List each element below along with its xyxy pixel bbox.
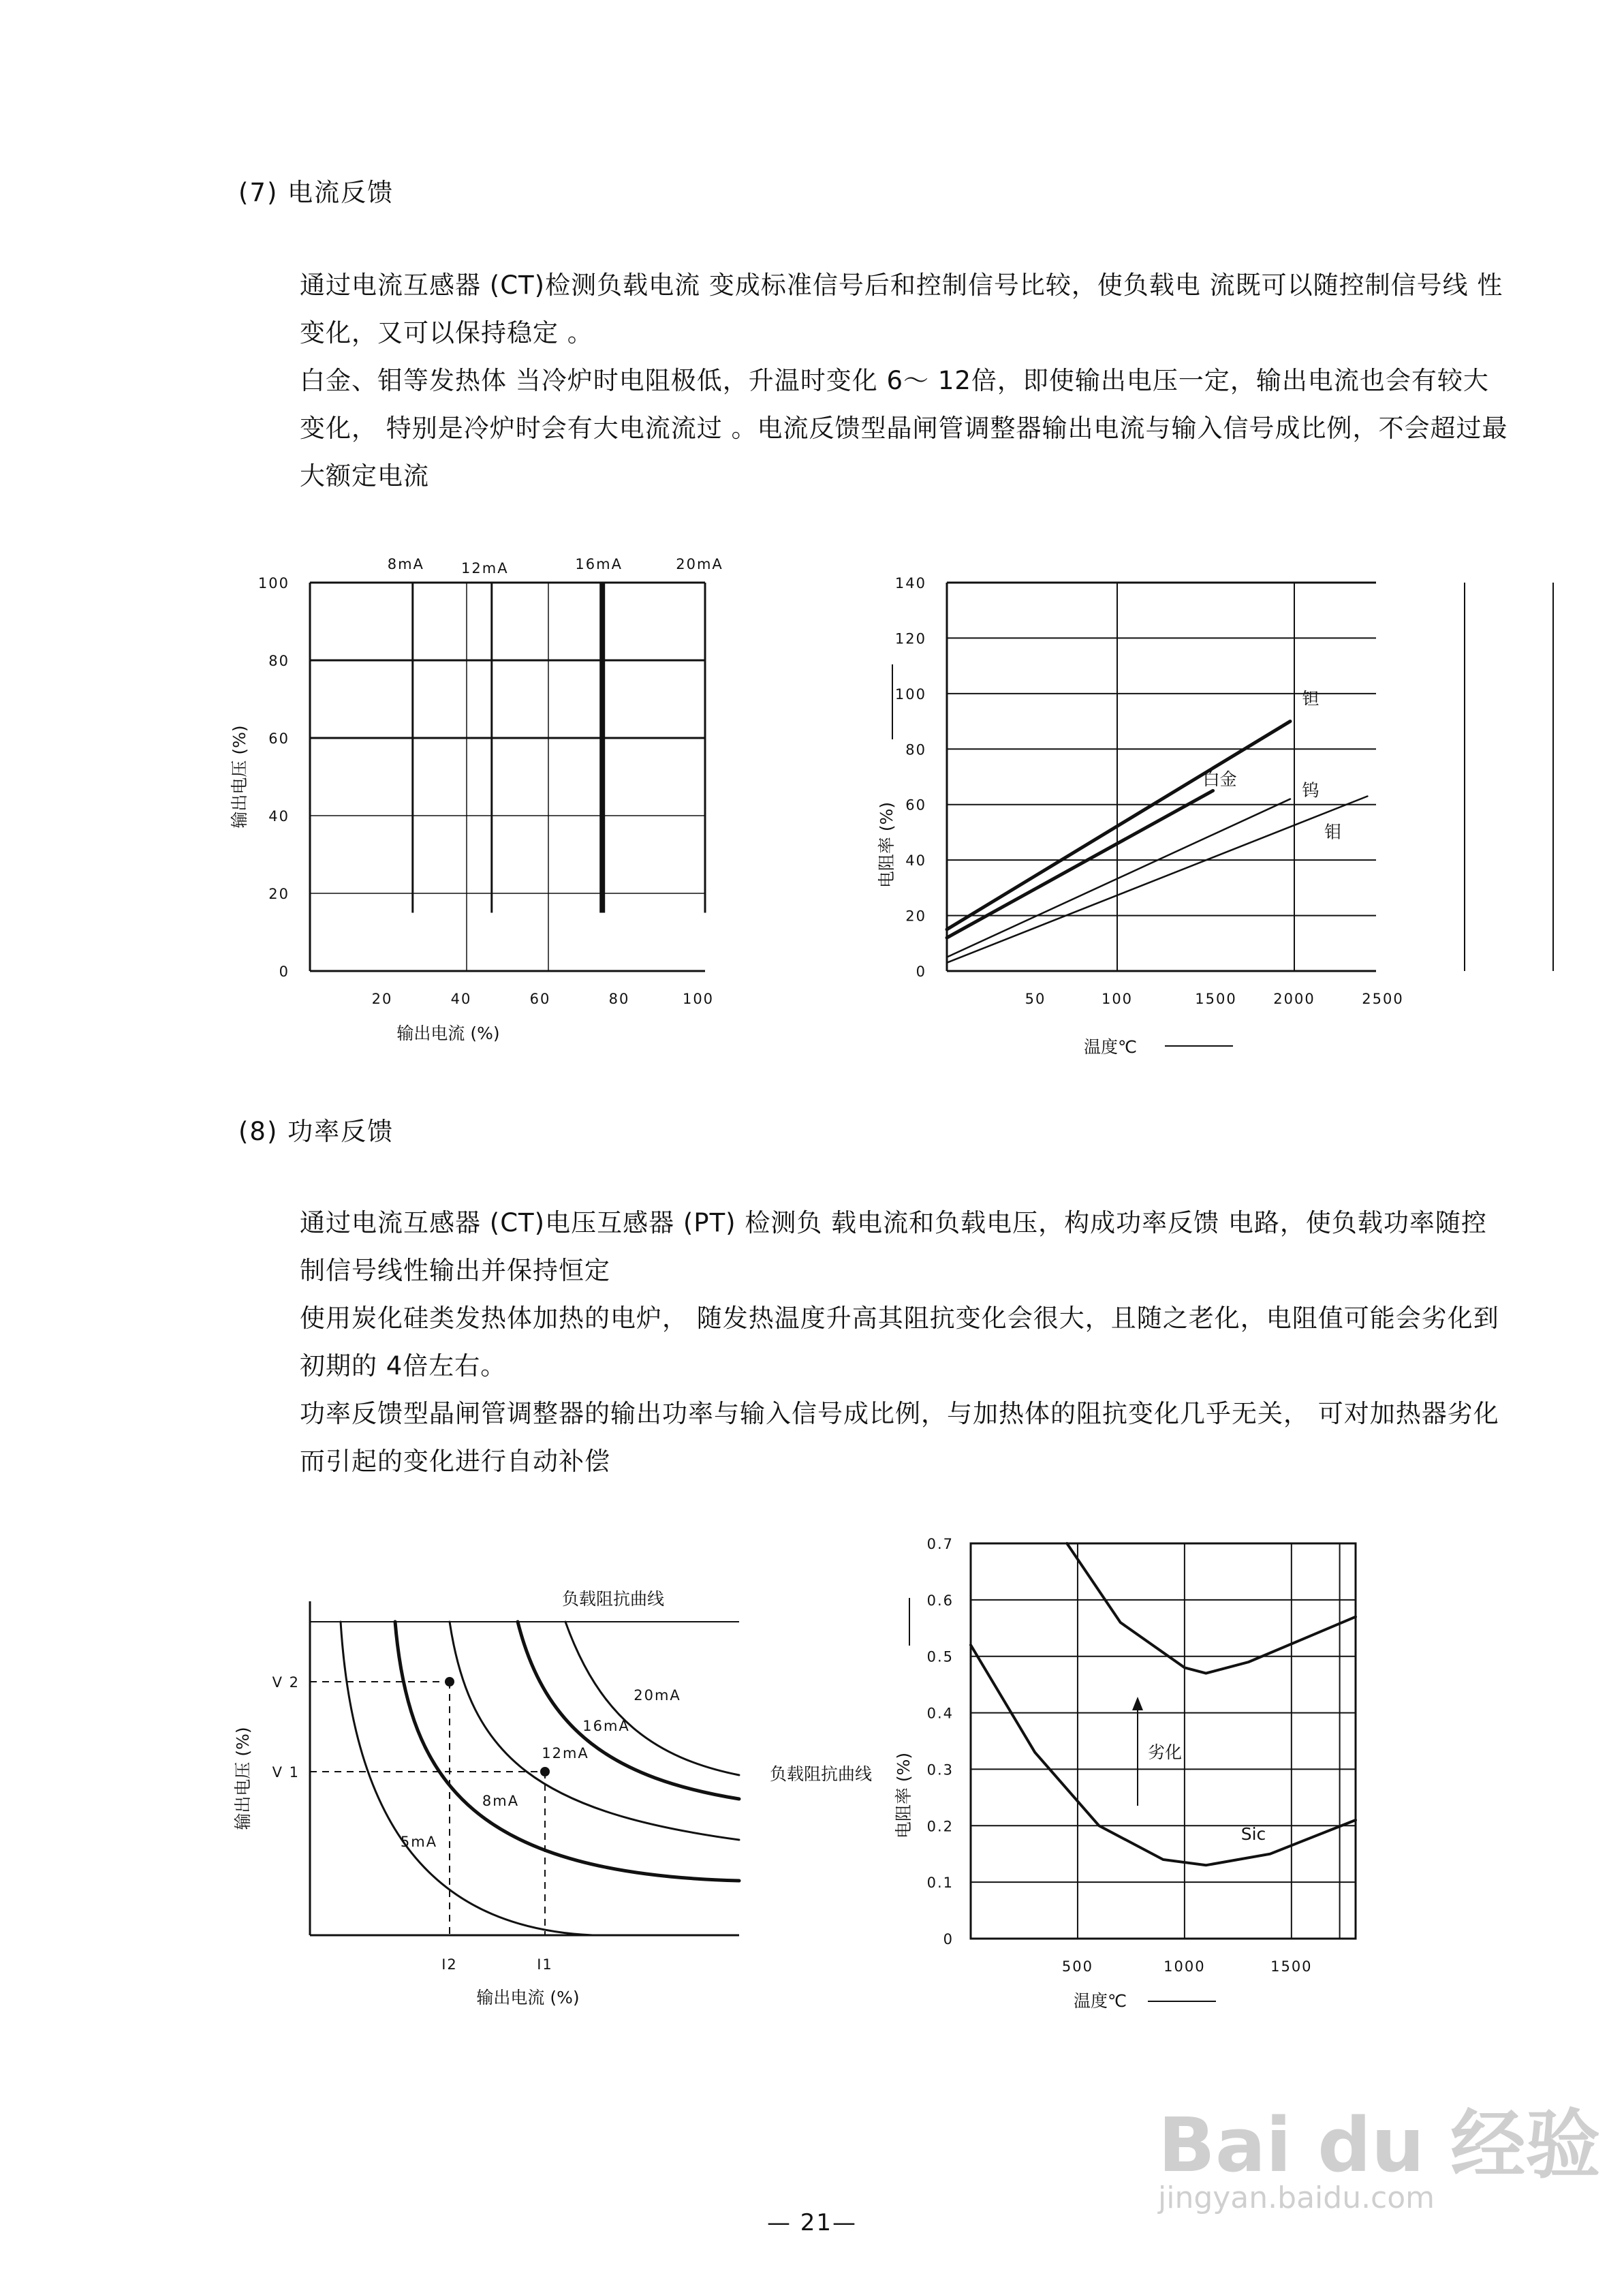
chart3-series-label: 12mA: [542, 1745, 589, 1761]
chart3-title: 负载阻抗曲线: [561, 1589, 665, 1609]
section-8-paragraph-3: 功率反馈型晶闸管调整器的输出功率与输入信号成比例，与加热体的阻抗变化几乎无关， 可对加热器劣化而引起的变化进行自动补偿: [300, 1399, 1499, 1476]
chart3-operating-point: [540, 1767, 550, 1776]
chart3-annotation: 负载阻抗曲线: [769, 1764, 873, 1784]
chart2-series-label: 白金: [1202, 769, 1237, 790]
section-7-paragraph-2: 白金、钼等发热体 当冷炉时电阻极低，升温时变化 6～ 12倍，即使输出电压一定，输出电流也会有较大变化， 特别是冷炉时会有大电流流过 。电流反馈型晶闸管调整器输出电流与输入信号成比例，不会超过最大额定电流: [300, 366, 1508, 491]
chart4-y-tick: 0.1: [926, 1875, 954, 1892]
chart1-y-tick: 60: [268, 730, 290, 747]
chart1-series-label: 12mA: [461, 560, 509, 576]
chart1-series-label: 20mA: [676, 556, 723, 572]
chart2-y-tick: 120: [894, 630, 926, 647]
chart4-y-tick: 0.5: [926, 1648, 954, 1665]
chart1-x-tick: 60: [529, 991, 551, 1007]
chart3-operating-point: [445, 1677, 454, 1686]
chart3-x-tick: I1: [537, 1956, 553, 1973]
chart3-series-label: 8mA: [482, 1793, 520, 1809]
chart2-y-tick: 140: [894, 575, 926, 591]
chart4-x-tick: 500: [1061, 1958, 1093, 1975]
chart2-series-line: [947, 722, 1290, 929]
chart3-series-label: 16mA: [582, 1718, 630, 1734]
chart1-x-tick: 40: [450, 991, 472, 1007]
chart2-y-tick: 20: [905, 908, 926, 925]
chart3-series-curve: [518, 1622, 739, 1799]
chart4-x-tick: 1500: [1270, 1958, 1313, 1975]
chart1-y-label: 输出电压 (%): [230, 725, 249, 829]
chart3-series-label: 20mA: [634, 1687, 681, 1704]
chart4-y-tick: 0: [943, 1931, 954, 1947]
section-7-heading: (7) 电流反馈: [238, 178, 394, 207]
page-number: — 21—: [766, 2209, 858, 2236]
chart3-series-label: 5mA: [400, 1834, 438, 1850]
chart3-x-label: 输出电流 (%): [476, 1988, 580, 2007]
chart2-x-tick: 2000: [1273, 991, 1315, 1007]
chart2-series-label: 钼: [1324, 822, 1342, 842]
chart4-x-tick: 1000: [1164, 1958, 1206, 1975]
section-8-heading: (8) 功率反馈: [238, 1117, 394, 1146]
chart2-y-tick: 40: [905, 852, 926, 869]
chart4-y-tick: 0.2: [926, 1818, 954, 1835]
watermark-url: jingyan.baidu.com: [1158, 2181, 1435, 2215]
chart3-x-tick: I2: [441, 1956, 458, 1973]
chart2-x-tick: 100: [1101, 991, 1134, 1007]
chart2-x-tick: 2500: [1362, 991, 1404, 1007]
chart2-y-tick: 80: [905, 741, 926, 758]
chart3-y-label: 输出电压 (%): [233, 1727, 253, 1830]
chart4-y-tick: 0.3: [926, 1761, 954, 1778]
chart2-y-tick: 60: [905, 797, 926, 814]
chart1-y-tick: 80: [268, 653, 290, 669]
chart3-y-tick: V 2: [272, 1674, 300, 1691]
chart4-series-line: [1067, 1543, 1356, 1674]
chart1-x-tick: 20: [371, 991, 393, 1007]
chart1-y-tick: 40: [268, 808, 290, 825]
chart1-series-label: 8mA: [387, 556, 424, 572]
chart4-annotation: Sic: [1240, 1824, 1266, 1844]
chart1-y-tick: 100: [257, 575, 290, 591]
chart4-x-label: 温度℃: [1073, 1991, 1127, 2011]
section-7-paragraph-1: 通过电流互感器 (CT)检测负载电流 变成标准信号后和控制信号比较，使负载电 流既可以随控制信号线 性变化，又可以保持稳定 。: [300, 271, 1503, 348]
chart4-annotation: 劣化: [1147, 1742, 1183, 1762]
chart2-x-label: 温度℃: [1083, 1037, 1138, 1057]
chart2-x-tick: 50: [1025, 991, 1046, 1007]
chart4-y-label: 电阻率 (%): [894, 1752, 914, 1839]
chart3-y-tick: V 1: [272, 1764, 300, 1781]
chart2-y-tick: 100: [894, 686, 926, 703]
chart2-series-line: [947, 799, 1290, 957]
chart4-y-tick: 0.7: [926, 1536, 954, 1552]
chart2-y-tick: 0: [916, 964, 926, 980]
chart2-series-label: 钨: [1302, 780, 1320, 801]
chart4-y-tick: 0.6: [926, 1592, 954, 1609]
chart3-series-curve: [341, 1622, 593, 1935]
chart1-y-tick: 0: [279, 964, 290, 980]
chart2-series-label: 钽: [1302, 689, 1320, 709]
section-8-paragraph-1: 通过电流互感器 (CT)电压互感器 (PT) 检测负 载电流和负载电压，构成功率反馈 电路，使负载功率随控制信号线性输出并保持恒定: [300, 1208, 1487, 1285]
chart1-x-label: 输出电流 (%): [396, 1023, 500, 1043]
chart4-y-tick: 0.4: [926, 1705, 954, 1722]
chart4-degrade-arrowhead: [1132, 1697, 1143, 1710]
chart1-y-tick: 20: [268, 886, 290, 902]
chart1-series-label: 16mA: [575, 556, 623, 572]
chart2-x-tick: 1500: [1195, 991, 1237, 1007]
watermark-brand: Bai du 经验: [1158, 2101, 1601, 2189]
chart1-x-tick: 80: [608, 991, 630, 1007]
chart2-y-label: 电阻率 (%): [877, 801, 896, 889]
section-8-paragraph-2: 使用炭化硅类发热体加热的电炉， 随发热温度升高其阻抗变化会很大，且随之老化，电阻值可能会劣化到初期的 4倍左右。: [300, 1304, 1499, 1381]
chart1-x-tick: 100: [682, 991, 715, 1007]
